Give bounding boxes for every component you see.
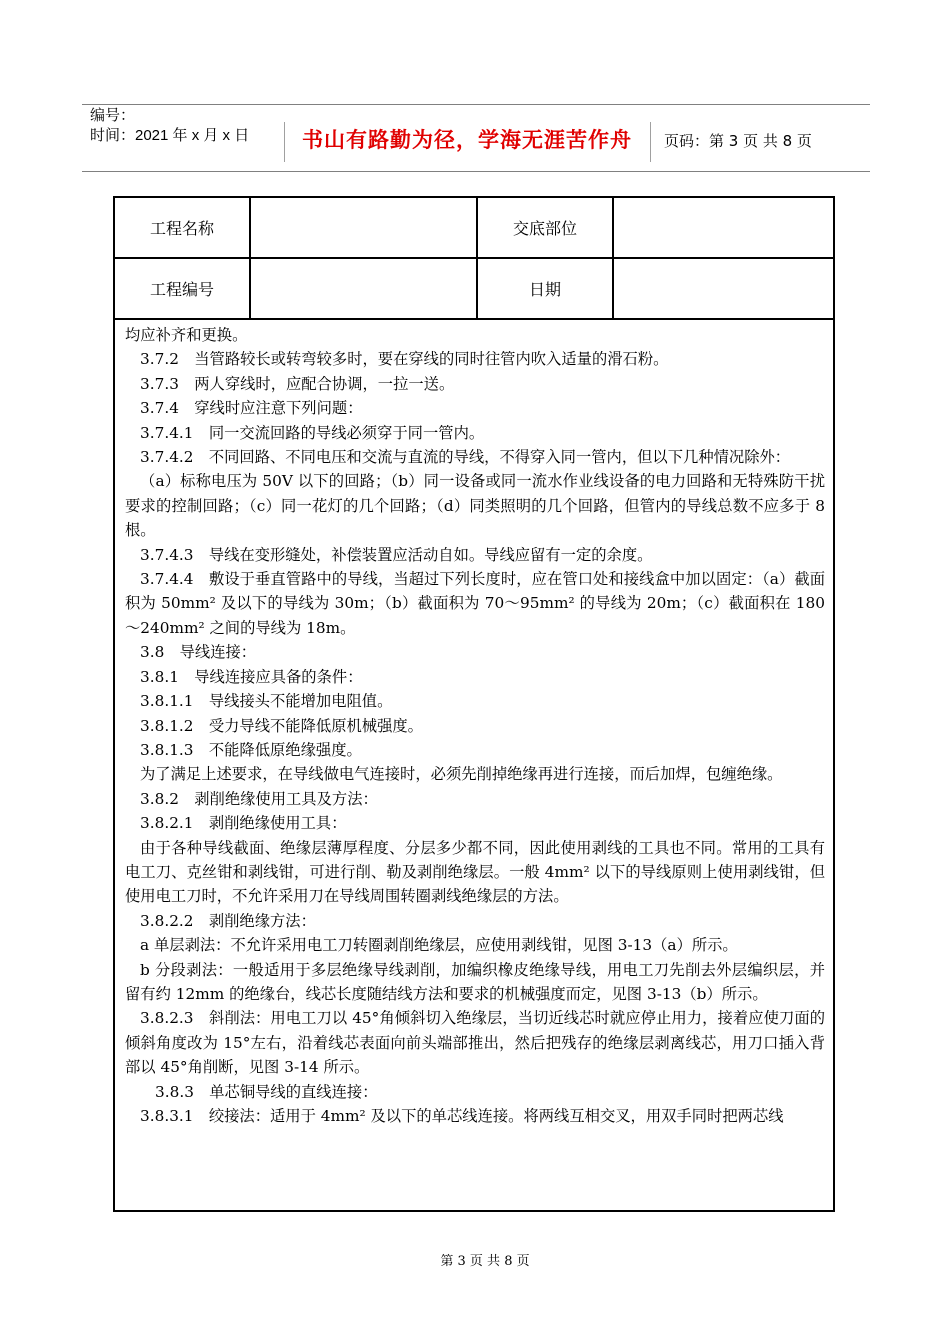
table-row: [115, 258, 833, 319]
header-separator-right: [650, 122, 651, 162]
paragraph: a 单层剥法：不允许采用电工刀转圈剥削绝缘层，应使用剥线钳，见图 3-13（a）所示。: [140, 936, 738, 955]
paragraph: b 分段剥法：一般适用于多层绝缘导线剥削，加编织橡皮绝缘导线，用电工刀先削去外层编织层，并留有约 12mm 的绝缘台，线芯长度随结线方法和要求的机械强度而定，见图 3-13（b）所示。: [125, 960, 825, 1003]
paragraph: 3.7.4.1 同一交流回路的导线必须穿于同一管内。: [140, 423, 485, 442]
paragraph: 均应补齐和更换。: [125, 326, 248, 344]
paragraph: 3.8.2 剥削绝缘使用工具及方法：: [140, 789, 378, 808]
paragraph: 3.8.3 单芯铜导线的直线连接：: [155, 1082, 378, 1101]
project-number-label: 工程编号: [115, 258, 250, 319]
paragraph: 3.8.2.3 斜削法：用电工刀以 45°角倾斜切入绝缘层，当切近线芯时就应停止用力，接着应使刀面的倾斜角度改为 15°左右，沿着线芯表面向前头端部推出，然后把残存的绝缘层剥离线芯，用刀口插入背部以 45°角削断，见图 3-14 所示。: [125, 1009, 825, 1077]
document-number: 编号：: [90, 107, 136, 124]
date-field[interactable]: [613, 258, 833, 319]
table-row: [115, 198, 833, 258]
document-time: 时间：2021 年 x 月 x 日: [90, 127, 250, 144]
paragraph: 3.7.4 穿线时应注意下列问题：: [140, 399, 363, 418]
header-top-rule: [82, 104, 870, 105]
disclosure-content: [115, 320, 833, 1128]
paragraph: 3.7.3 两人穿线时，应配合协调，一拉一送。: [140, 374, 455, 393]
paragraph: 3.7.4.4 敷设于垂直管路中的导线，当超过下列长度时，应在管口处和接线盒中加以固定：（a）截面积为 50mm² 及以下的导线为 30m；（b）截面积为 70～95mm² 的导线为 20m；（c）截面积在 180～240mm² 之间的导线为 18m。: [125, 570, 825, 637]
date-label: 日期: [477, 258, 613, 319]
paragraph: 由于各种导线截面、绝缘层薄厚程度、分层多少都不同，因此使用剥线的工具也不同。常用的工具有电工刀、克丝钳和剥线钳，可进行削、勒及剥削绝缘层。一般 4mm² 以下的导线原则上使用剥线钳，但使用电工刀时，不允许采用刀在导线周围转圈剥线绝缘层的方法。: [125, 838, 825, 906]
paragraph: 3.8.1.2 受力导线不能降低原机械强度。: [140, 716, 423, 735]
paragraph: 3.7.4.3 导线在变形缝处，补偿装置应活动自如。导线应留有一定的余度。: [140, 545, 653, 564]
disclosure-form: [113, 196, 835, 1212]
paragraph: 3.8.2.2 剥削绝缘方法：: [140, 911, 316, 930]
paragraph: （a）标称电压为 50V 以下的回路；（b）同一设备或同一流水作业线设备的电力回路和无特殊防干扰要求的控制回路；（c）同一花灯的几个回路；（d）同类照明的几个回路，但管内的导线总数不应多于 8 根。: [125, 472, 825, 540]
paragraph: 3.8.1.1 导线接头不能增加电阻值。: [140, 692, 393, 711]
header-bottom-rule: [82, 171, 870, 172]
paragraph: 为了满足上述要求，在导线做电气连接时，必须先削掉绝缘再进行连接，而后加焊，包缠绝缘。: [140, 765, 783, 784]
paragraph: 3.8 导线连接：: [140, 643, 257, 662]
paragraph: 3.8.1.3 不能降低原绝缘强度。: [140, 740, 362, 759]
page-footer: 第 3 页 共 8 页: [440, 1254, 530, 1269]
paragraph: 3.7.4.2 不同回路、不同电压和交流与直流的导线，不得穿入同一管内，但以下几种情况除外：: [140, 448, 791, 467]
paragraph: 3.8.3.1 绞接法：适用于 4mm² 及以下的单芯线连接。将两线互相交叉，用双手同时把两芯线: [140, 1107, 784, 1125]
project-info-table: [115, 198, 833, 320]
disclosure-part-label: 交底部位: [477, 198, 613, 258]
paragraph: 3.8.2.1 剥削绝缘使用工具：: [140, 814, 347, 833]
paragraph: 3.7.2 当管路较长或转弯较多时，要在穿线的同时往管内吹入适量的滑石粉。: [140, 350, 669, 369]
project-number-field[interactable]: [250, 258, 477, 319]
header-motto: 书山有路勤为径，学海无涯苦作舟: [302, 128, 632, 152]
header-page-info: 页码：第 3 页 共 8 页: [664, 132, 812, 150]
paragraph: 3.8.1 导线连接应具备的条件：: [140, 667, 363, 686]
disclosure-part-field[interactable]: [613, 198, 833, 258]
header-meta: [90, 106, 249, 146]
project-name-field[interactable]: [250, 198, 477, 258]
project-name-label: 工程名称: [115, 198, 250, 258]
